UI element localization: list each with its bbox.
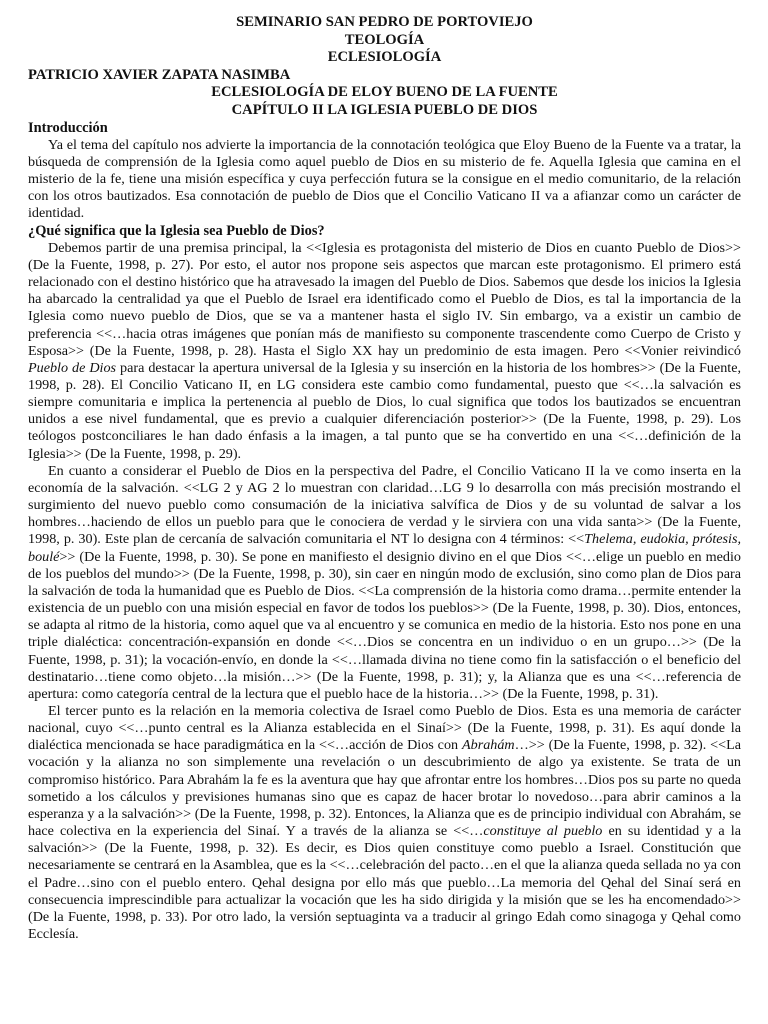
intro-heading: Introducción [28, 119, 108, 136]
paragraph-2-text-a: En cuanto a considerar el Pueblo de Dios en la perspectiva del Padre, el Concilio Vaticano II la ve como inserta en la economía de la salvación. <<LG 2 y AG 2 lo muestran con claridad…LG 9 lo desarrolla con más precisión mostrando el surgimiento del nuevo pueblo como consumación de la iniciativa salvífica de Dios y de su voluntad de salvar a los hombres…haciendo de ellos un pueblo para que le conociera de verdad y le sirviera con una vida santa>> (De la Fuente, 1998, p. 30). Este plan de cercanía de salvación comunitaria el NT lo designa con 4 términos: << [28, 462, 741, 548]
paragraph-3-text-c: en su identidad y a la salvación>> (De la Fuente, 1998, p. 32). Es decir, es Dios quien constituye como pueblo a Israel. Constitución que necesariamente se centrará en la Asamblea, que es la <<…celebración del pacto…en el que la alianza queda sellada no ya con el Padre…sino con el pueblo entero. Qehal designa por ello más que pueblo…La memoria del Qehal del Sinaí será en consecuencia imprescindible para actualizar la vocación que les ha sido dirigida y la misión que se les ha encomendado>> (De la Fuente, 1998, p. 33). Por otro lado, la versión septuaginta va a traducir al gringo Edah como sinagoga y Qehal como Ecclesía. [28, 823, 741, 942]
paragraph-3-text-b: …>> (De la Fuente, 1998, p. 32). <<La vocación y la alianza no son simplemente una revelación o un descubrimiento de algo ya existente. Se trata de un compromiso histórico. Para Abrahám la fe es la aventura que hay que afrontar entre los hombres…Dios pos su parte no queda sometido a los cálculos y previsiones humanas sino que es capaz de hacer brotar lo novedoso…para abrir caminos a la esperanza y a la salvación>> (De la Fuente, 1998, p. 32). Entonces, la Alianza que es de principio individual con Abrahám, se hace colectiva en la experiencia del Sinaí. Y a través de la alianza se <<… [28, 737, 741, 840]
chapter-title: CAPÍTULO II LA IGLESIA PUEBLO DE DIOS [231, 101, 538, 118]
paragraph-3-italic-2: constituye al pueblo [483, 823, 603, 840]
subject-title: TEOLOGÍA [344, 31, 425, 48]
paragraph-1-text-a: Debemos partir de una premisa principal, la <<Iglesia es protagonista del misterio de Dios en cuanto Pueblo de Dios>> (De la Fuente, 1998, p. 27). Por esto, el autor nos propone seis aspectos que marcan este protagonismo. El primero está relacionado con el destino histórico que ha atravesado la imagen del Pueblo de Dios. Sabemos que desde los inicios la Iglesia ha abarcado la centralidad ya que el Pueblo de Israel era identificado como el Pueblo de Dios, es tal la importancia de la Iglesia como nuevo pueblo de Dios, que se va a mantener hasta el siglo IV. Sin embargo, va a existir un cambio de preferencia <<…hacia otras imágenes que ponían más de manifiesto su componente trascendente como Cuerpo de Cristo y Esposa>> (De la Fuente, 1998, p. 28). Hasta el Siglo XX hay un predominio de esta imagen. Pero <<Vonier reivindicó [28, 239, 741, 359]
paragraph-3 [28, 703, 741, 943]
document-page [28, 14, 741, 943]
paragraph-2-italic: Thelema, eudokia, prótesis, boulé [28, 531, 741, 565]
paragraph-1-italic: Pueblo de Dios [28, 359, 117, 376]
institution-title: SEMINARIO SAN PEDRO DE PORTOVIEJO [236, 14, 533, 30]
work-title: ECLESIOLOGÍA DE ELOY BUENO DE LA FUENTE [211, 84, 558, 101]
course-title: ECLESIOLOGÍA [327, 49, 442, 66]
paragraph-1-text-b: para destacar la apertura universal de la Iglesia y su inserción en la historia de los hombres>> (De la Fuente, 1998, p. 28). El Concilio Vaticano II, en LG considera este cambio como fundamental, puesto que <<…la salvación es siempre comunitaria e implica la pertenencia al pueblo de Dios, lo cual significa que todos los bautizados se encuentran unidos a ese nivel fundamental, que es previo a cualquier diferenciación posterior>> (De la Fuente, 1998, p. 29). Los teólogos postconciliares le han dado énfasis a la imagen, a tal punto que se ha convertido en una <<…definición de la Iglesia>> (De la Fuente, 1998, p. 29). [28, 359, 742, 462]
intro-paragraph: Ya el tema del capítulo nos advierte la importancia de la connotación teológica que Eloy Bueno de la Fuente va a tratar, la búsqueda de comprensión de la Iglesia como aquel pueblo de Dios en su misterio de fe. Aquella Iglesia que camina en el misterio de la fe, tiene una misión específica y cuya perfección futura se la consigue en el medio comunitario, de la relación con los otros bautizados. Esa connotación de pueblo de Dios que el Concilio Vaticano II va a afianzar como un carácter de identidad. [28, 136, 741, 222]
author-name: PATRICIO XAVIER ZAPATA NASIMBA [28, 66, 291, 83]
paragraph-1 [28, 240, 741, 463]
paragraph-2-text-b: >> (De la Fuente, 1998, p. 30). Se pone en manifiesto el designio divino en el que Dios <<…elige un pueblo en medio de los pueblos del mundo>> (De la Fuente, 1998, p. 30), sin caer en ningún modo de exclusión, sino como plan de Dios para la salvación de toda la humanidad que es Pueblo de Dios. <<La comprensión de la historia como drama…permite entender la existencia de un pueblo con una misión especial en favor de todos los pueblos>> (De la Fuente, 1998, p. 30). Dios, entonces, se adapta al ritmo de la historia, como aquel que va al encuentro y se comunica en medio de la historia. Esto nos pone en una triple dialéctica: concentración-expansión en donde <<…Dios se concentra en un individuo o en un grupo…>> (De la Fuente, 1998, p. 31); la vocación-envío, en donde la <<…llamada divina no tiene como fin la satisfacción o el beneficio del destinatario…tiene como objeto…la misión…>> (De la Fuente, 1998, p. 31); y, la Alianza que es una <<…referencia de apertura: como categoría central de la lectura que el pueblo hace de la historia…>> (De la Fuente, 1998, p. 31). [28, 548, 741, 702]
paragraph-2 [28, 463, 741, 703]
paragraph-3-text-a: El tercer punto es la relación en la memoria colectiva de Israel como Pueblo de Dios. Esta es una memoria de carácter nacional, cuyo <<…punto central es la Alianza establecida en el Sinaí>> (De la Fuente, 1998, p. 31). Es aquí donde la dialéctica mencionada se hace paradigmática en la <<…acción de Dios con [28, 702, 741, 754]
paragraph-3-italic-1: Abrahám [461, 737, 515, 754]
question-heading: ¿Qué significa que la Iglesia sea Pueblo de Dios? [28, 222, 325, 239]
